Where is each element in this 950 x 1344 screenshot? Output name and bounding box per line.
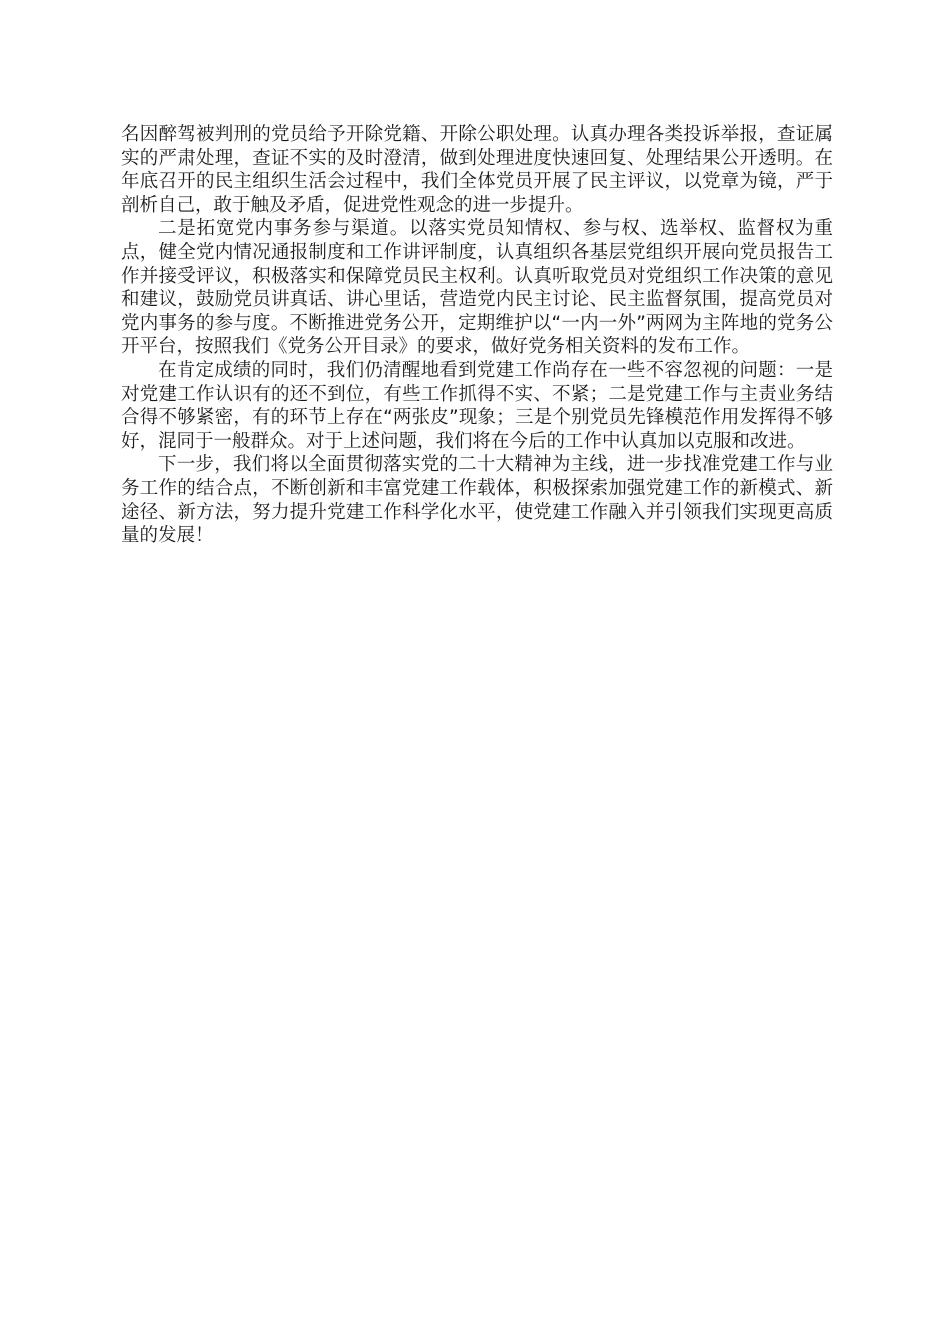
paragraph-party-affairs: 二是拓宽党内事务参与渠道。以落实党员知情权、参与权、选举权、监督权为重点，健全党内情况通报制度和工作讲评制度，认真组织各基层党组织开展向党员报告工作并接受评议，积极落实和保障党员民主权利。认真听取党员对党组织工作决策的意见和建议，鼓励党员讲真话、讲心里话，营造党内民主讨论、民主监督氛围，提高党员对党内事务的参与度。不断推进党务公开，定期维护以“一内一外”两网为主阵地的党务公开平台，按照我们《党务公开目录》的要求，做好党务相关资料的发布工作。	[121, 218, 833, 358]
document-body	[121, 123, 833, 548]
paragraph-problems: 在肯定成绩的同时，我们仍清醒地看到党建工作尚存在一些不容忽视的问题：一是对党建工作认识有的还不到位，有些工作抓得不实、不紧；二是党建工作与主责业务结合得不够紧密，有的环节上存在“两张皮”现象；三是个别党员先锋模范作用发挥得不够好，混同于一般群众。对于上述问题，我们将在今后的工作中认真加以克服和改进。	[121, 359, 833, 452]
paragraph-continuation: 名因醉驾被判刑的党员给予开除党籍、开除公职处理。认真办理各类投诉举报，查证属实的严肃处理，查证不实的及时澄清，做到处理进度快速回复、处理结果公开透明。在年底召开的民主组织生活会过程中，我们全体党员开展了民主评议，以党章为镜，严于剖析自己，敢于触及矛盾，促进党性观念的进一步提升。	[121, 124, 833, 216]
paragraph-next-steps: 下一步，我们将以全面贯彻落实党的二十大精神为主线，进一步找准党建工作与业务工作的结合点，不断创新和丰富党建工作载体，积极探索加强党建工作的新模式、新途径、新方法，努力提升党建工作科学化水平，使党建工作融入并引领我们实现更高质量的发展！	[121, 454, 833, 547]
